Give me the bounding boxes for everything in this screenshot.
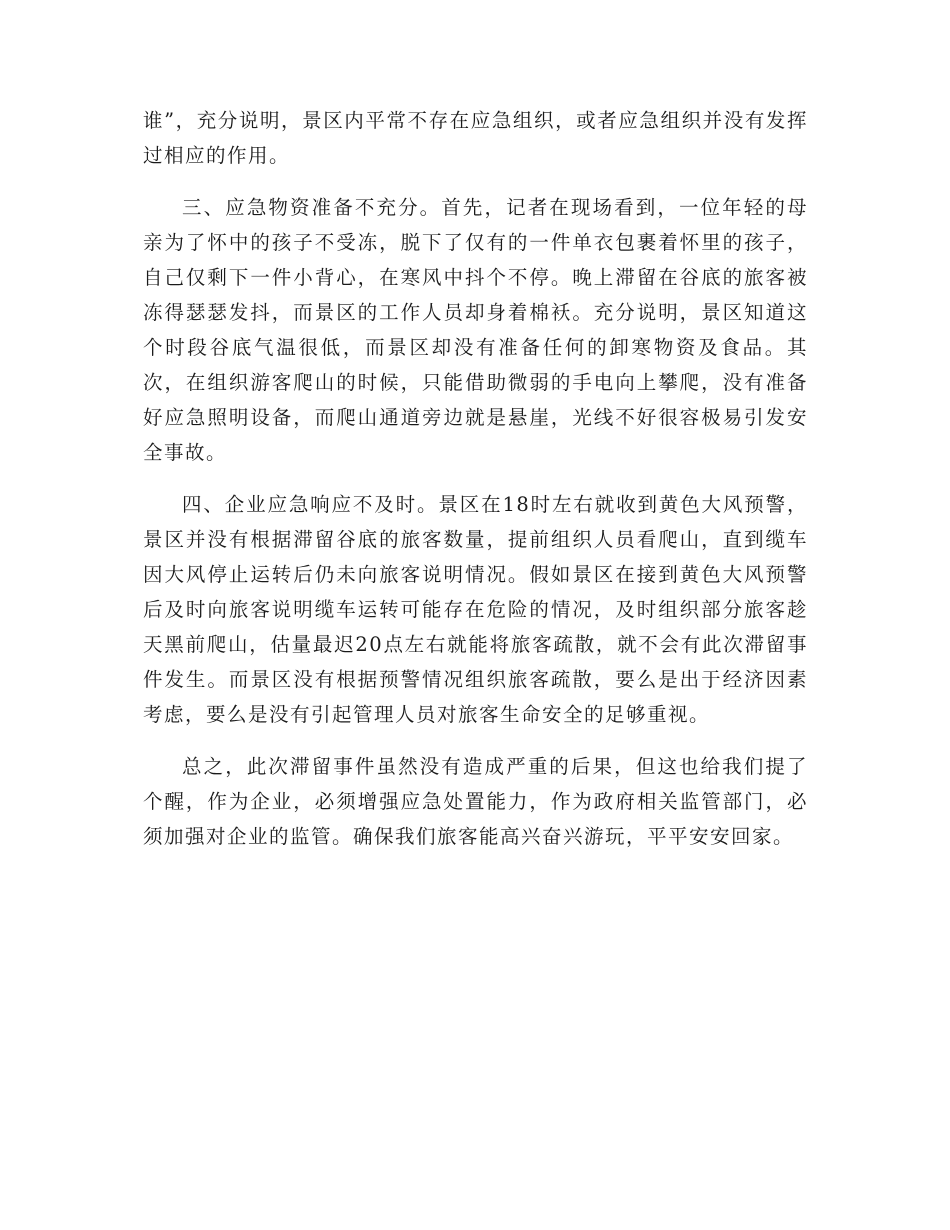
document-body <box>143 103 808 871</box>
paragraph-continuation: 谁”，充分说明，景区内平常不存在应急组织，或者应急组织并没有发挥过相应的作用。 <box>143 109 808 167</box>
paragraph-conclusion: 总之，此次滞留事件虽然没有造成严重的后果，但这也给我们提了个醒，作为企业，必须增强应急处置能力，作为政府相关监管部门，必须加强对企业的监管。确保我们旅客能高兴奋兴游玩，平平安安回家。 <box>143 755 808 848</box>
paragraph-emergency-response: 四、企业应急响应不及时。景区在18时左右就收到黄色大风预警，景区并没有根据滞留谷底的旅客数量，提前组织人员看爬山，直到缆车因大风停止运转后仍未向旅客说明情况。假如景区在接到黄色大风预警后及时向旅客说明缆车运转可能存在危险的情况，及时组织部分旅客趁天黑前爬山，估量最迟20点左右就能将旅客疏散，就不会有此次滞留事件发生。而景区没有根据预警情况组织旅客疏散，要么是出于经济因素考虑，要么是没有引起管理人员对旅客生命安全的足够重视。 <box>143 493 808 726</box>
paragraph-emergency-supplies: 三、应急物资准备不充分。首先，记者在现场看到，一位年轻的母亲为了怀中的孩子不受冻，脱下了仅有的一件单衣包裹着怀里的孩子，自己仅剩下一件小背心，在寒风中抖个不停。晚上滞留在谷底的旅客被冻得瑟瑟发抖，而景区的工作人员却身着棉袄。充分说明，景区知道这个时段谷底气温很低，而景区却没有准备任何的卸寒物资及食品。其次，在组织游客爬山的时候，只能借助微弱的手电向上攀爬，没有准备好应急照明设备，而爬山通道旁边就是悬崖，光线不好很容极易引发安全事故。 <box>143 196 808 464</box>
